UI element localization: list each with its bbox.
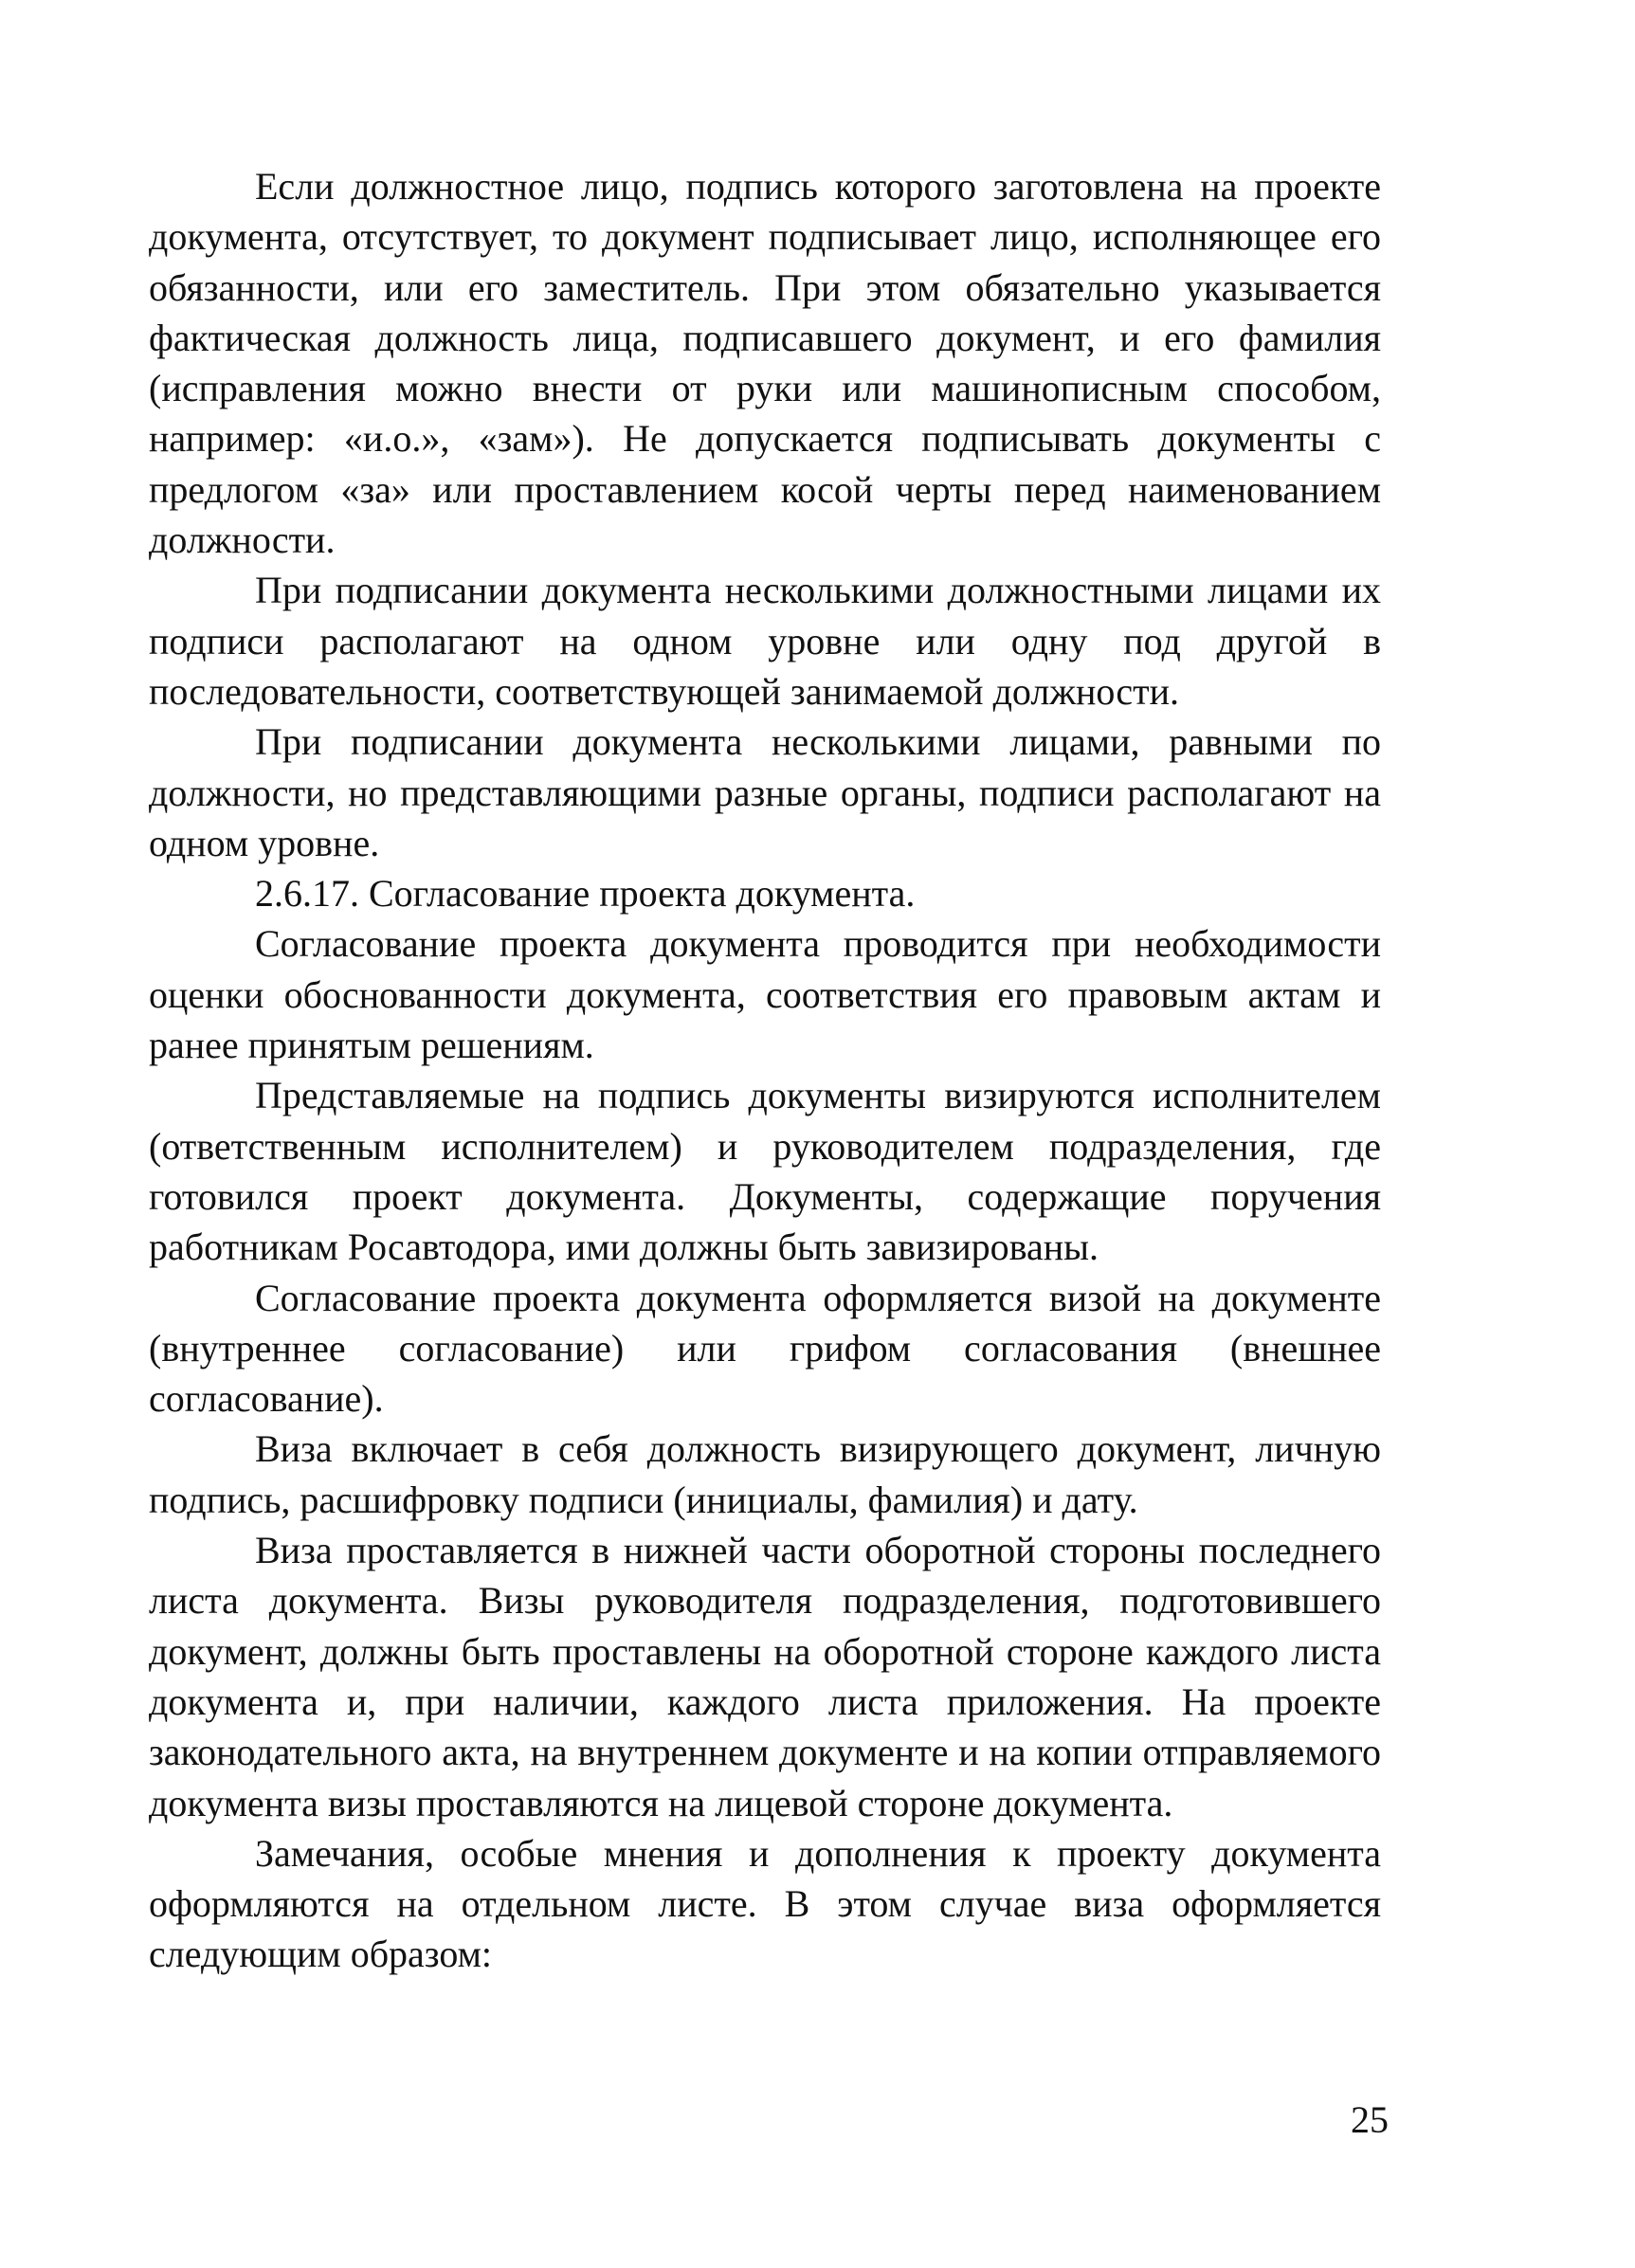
paragraph-approval-purpose: Согласование проекта документа проводится при необходимости оценки обоснованности документа, соответствия его правовым актам и ранее принятым решениям. <box>149 922 1381 1067</box>
paragraph-equal-officials: При подписании документа несколькими лицами, равными по должности, но представляющими разные органы, подписи располагают на одном уровне. <box>149 720 1381 864</box>
page-number: 25 <box>1351 2098 1389 2141</box>
body-text <box>149 161 1381 1980</box>
paragraph-visa-executors: Представляемые на подпись документы визируются исполнителем (ответственным исполнителем) и руководителем подразделения, где готовился проект документа. Документы, содержащие поручения работникам Росавтодора, ими должны быть завизированы. <box>149 1074 1381 1269</box>
paragraph-remarks: Замечания, особые мнения и дополнения к проекту документа оформляются на отдельном листе. В этом случае виза оформляется следующим образом: <box>149 1831 1381 1976</box>
paragraph-multiple-officials: При подписании документа несколькими должностными лицами их подписи располагают на одном уровне или одну под другой в последовательности, соответствующей занимаемой должности. <box>149 569 1381 713</box>
paragraph-approval-form: Согласование проекта документа оформляется визой на документе (внутреннее согласование) или грифом согласования (внешнее согласование). <box>149 1276 1381 1421</box>
paragraph-signature-substitute: Если должностное лицо, подпись которого заготовлена на проекте документа, отсутствует, то документ подписывает лицо, исполняющее его обязанности, или его заместитель. При этом обязательно указывается фактическая должность лица, подписавшего документ, и его фамилия (исправления можно внести от руки или машинописным способом, например: «и.о.», «зам»). Не допускается подписывать документы с предлогом «за» или проставлением косой черты перед наименованием должности. <box>149 165 1381 562</box>
paragraph-visa-contents: Виза включает в себя должность визирующего документ, личную подпись, расшифровку подписи (инициалы, фамилия) и дату. <box>149 1427 1381 1521</box>
paragraph-visa-placement: Виза проставляется в нижней части оборотной стороны последнего листа документа. Визы руководителя подразделения, подготовившего документ, должны быть проставлены на оборотной стороне каждого листа документа и, при наличии, каждого листа приложения. На проекте законодательного акта, на внутреннем документе и на копии отправляемого документа визы проставляются на лицевой стороне документа. <box>149 1529 1381 1824</box>
section-heading: 2.6.17. Согласование проекта документа. <box>255 872 916 916</box>
